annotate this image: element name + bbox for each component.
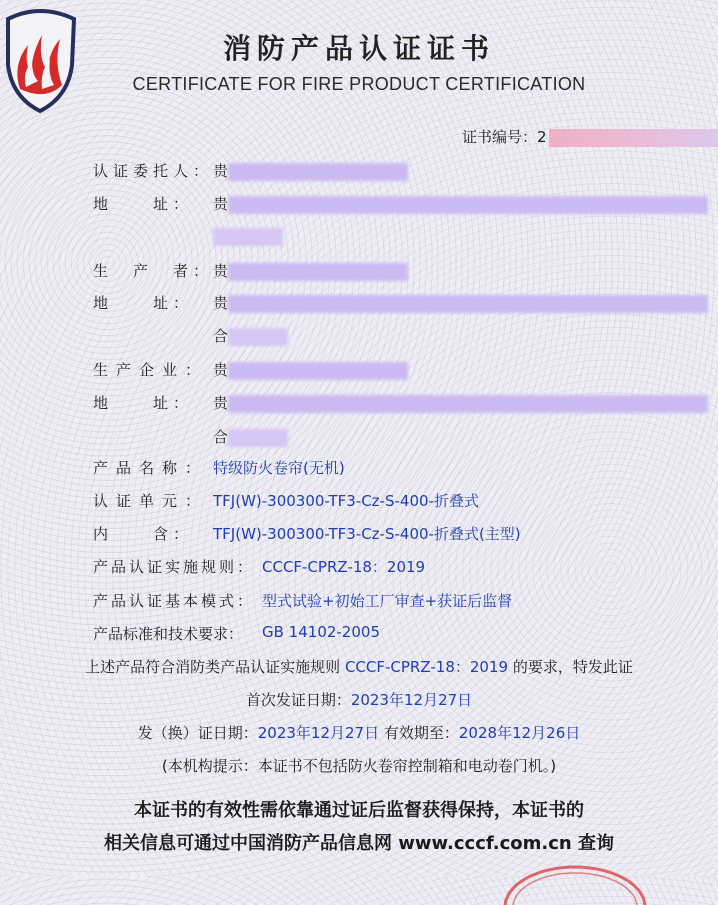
valid-until-value: 2028年12月26日 bbox=[458, 724, 581, 742]
standard-value: GB 14102-2005 bbox=[262, 623, 380, 641]
red-seal-icon bbox=[500, 845, 650, 905]
producer-value-text: 贵 bbox=[213, 262, 229, 280]
producer-address-line2 bbox=[213, 325, 288, 346]
producer-value bbox=[213, 260, 408, 281]
factory-address-text: 贵 bbox=[213, 394, 229, 412]
issue-date-value: 2023年12月27日 bbox=[257, 724, 380, 742]
product-name-label: 产品名称： bbox=[93, 459, 209, 477]
mode-value: 型式试验+初始工厂审查+获证后监督 bbox=[262, 592, 513, 610]
statement-rule: CCCF-CPRZ-18：2019 bbox=[344, 658, 509, 676]
certificate-number-visible: 2 bbox=[537, 128, 547, 146]
standard-label: 产品标准和技术要求： bbox=[93, 625, 244, 643]
footer-line-1: 本证书的有效性需依靠通过证后监督获得保持，本证书的 bbox=[134, 800, 584, 821]
contains-value: TFJ(W)-300300-TF3-Cz-S-400-折叠式(主型) bbox=[213, 525, 521, 543]
factory-address-line2 bbox=[213, 426, 288, 447]
institution-note: (本机构提示：本证书不包括防火卷帘控制箱和电动卷门机。) bbox=[161, 757, 557, 775]
producer-label: 生 产 者： bbox=[93, 262, 214, 280]
certificate-number bbox=[462, 126, 718, 147]
factory-address-label: 地 址： bbox=[93, 394, 194, 412]
client-address-label: 地 址： bbox=[93, 195, 194, 213]
factory-value-text: 贵 bbox=[213, 361, 229, 379]
factory-value bbox=[213, 359, 408, 380]
conformity-statement bbox=[0, 656, 718, 677]
first-issue-label: 首次发证日期： bbox=[245, 691, 351, 709]
statement-suffix: 的要求，特发此证 bbox=[508, 658, 633, 676]
issue-validity-dates bbox=[0, 722, 718, 743]
redaction-mask bbox=[228, 263, 408, 281]
client-address-line2 bbox=[213, 226, 283, 246]
producer-address-text: 贵 bbox=[213, 294, 229, 312]
redaction-mask bbox=[228, 362, 408, 380]
rules-label: 产品认证实施规则： bbox=[93, 558, 256, 576]
first-issue-value: 2023年12月27日 bbox=[350, 691, 473, 709]
issue-date-label: 发（换）证日期： bbox=[137, 724, 258, 742]
footer-line-2: 相关信息可通过中国消防产品信息网 www.cccf.com.cn 查询 bbox=[104, 833, 614, 854]
first-issue-date bbox=[0, 689, 718, 710]
redaction-mask bbox=[228, 429, 288, 447]
certificate-number-label: 证书编号： bbox=[462, 128, 538, 146]
redaction-mask bbox=[228, 295, 708, 313]
statement-prefix: 上述产品符合消防类产品认证实施规则 bbox=[85, 658, 345, 676]
client-value bbox=[213, 160, 408, 181]
valid-until-label: 有效期至： bbox=[379, 724, 459, 742]
factory-address-line2-text: 合 bbox=[213, 428, 229, 446]
redaction-mask bbox=[213, 228, 283, 246]
mode-label: 产品认证基本模式： bbox=[93, 592, 256, 610]
client-address-text: 贵 bbox=[213, 195, 229, 213]
cert-unit-label: 认证单元： bbox=[93, 492, 209, 510]
certificate-title: 消防产品认证证书 bbox=[222, 32, 495, 65]
client-label: 认证委托人： bbox=[93, 162, 214, 180]
contains-label: 内 含： bbox=[93, 525, 194, 543]
redaction-mask bbox=[228, 196, 708, 214]
producer-address-line2-text: 合 bbox=[213, 327, 229, 345]
redaction-mask bbox=[549, 129, 718, 147]
redaction-mask bbox=[228, 163, 408, 181]
factory-label: 生产企业： bbox=[93, 361, 209, 379]
rules-value: CCCF-CPRZ-18：2019 bbox=[262, 558, 426, 576]
product-name-value: 特级防火卷帘(无机) bbox=[213, 459, 345, 477]
redaction-mask bbox=[228, 395, 708, 413]
producer-address-value bbox=[213, 292, 708, 313]
client-address-value bbox=[213, 193, 708, 214]
client-value-text: 贵 bbox=[213, 162, 229, 180]
certificate-subtitle: CERTIFICATE FOR FIRE PRODUCT CERTIFICATION bbox=[132, 74, 586, 94]
cert-unit-value: TFJ(W)-300300-TF3-Cz-S-400-折叠式 bbox=[213, 492, 479, 510]
redaction-mask bbox=[228, 328, 288, 346]
factory-address-value bbox=[213, 392, 708, 413]
producer-address-label: 地 址： bbox=[93, 294, 194, 312]
